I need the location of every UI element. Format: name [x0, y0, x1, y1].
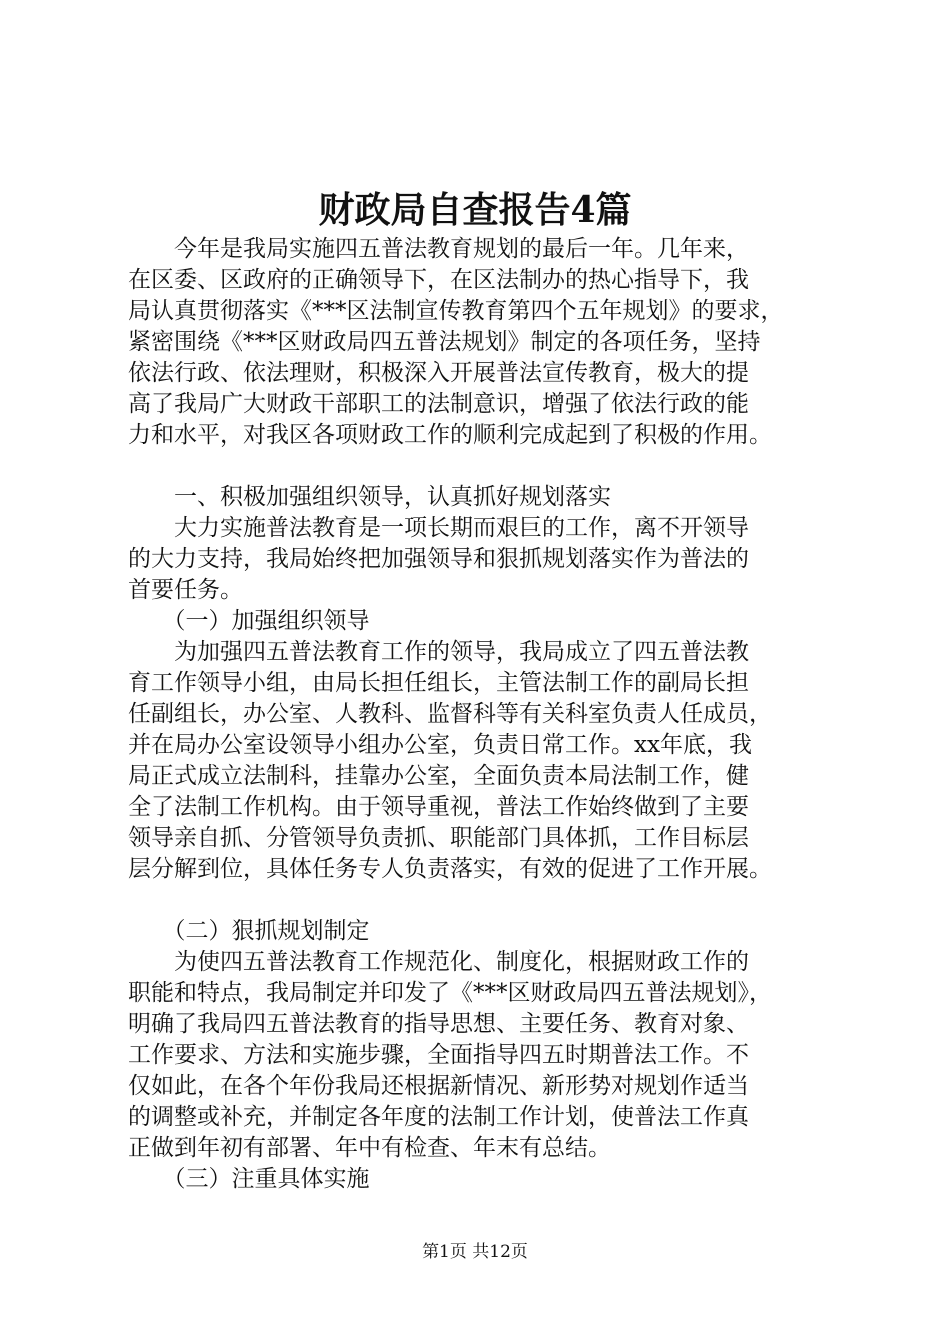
text-line: 今年是我局实施四五普法教育规划的最后一年。几年来， [128, 236, 749, 262]
page-footer: 第1页 共12页 [422, 1242, 528, 1262]
text-line: 全了法制工作机构。由于领导重视，普法工作始终做到了主要 [128, 794, 749, 820]
text-line: 的大力支持，我局始终把加强领导和狠抓规划落实作为普法的 [128, 546, 749, 572]
text-line: 的调整或补充，并制定各年度的法制工作计划，使普法工作真 [128, 1104, 749, 1130]
text-line: 明确了我局四五普法教育的指导思想、主要任务、教育对象、 [128, 1011, 749, 1037]
text-line: 育工作领导小组，由局长担任组长，主管法制工作的副局长担 [128, 670, 749, 696]
text-line: 并在局办公室设领导小组办公室，负责日常工作。xx年底，我 [128, 732, 752, 758]
text-line: 层分解到位，具体任务专人负责落实，有效的促进了工作开展。 [128, 856, 772, 882]
text-line: 在区委、区政府的正确领导下，在区法制办的热心指导下，我 [128, 267, 749, 293]
text-line: 力和水平，对我区各项财政工作的顺利完成起到了积极的作用。 [128, 422, 772, 448]
document-body [128, 234, 846, 1195]
text-line: 任副组长，办公室、人教科、监督科等有关科室负责人任成员， [128, 701, 772, 727]
text-line: 依法行政、依法理财，积极深入开展普法宣传教育，极大的提 [128, 360, 749, 386]
text-line: 高了我局广大财政干部职工的法制意识，增强了依法行政的能 [128, 391, 749, 417]
text-line: （三）注重具体实施 [128, 1166, 370, 1192]
paragraph-gap [128, 451, 846, 482]
text-line: 为加强四五普法教育工作的领导，我局成立了四五普法教 [128, 639, 749, 665]
text-line: 为使四五普法教育工作规范化、制度化，根据财政工作的 [128, 949, 749, 975]
paragraph-gap [128, 885, 846, 916]
text-line: 首要任务。 [128, 577, 243, 603]
text-line: 工作要求、方法和实施步骤，全面指导四五时期普法工作。不 [128, 1042, 749, 1068]
text-line: 紧密围绕《***区财政局四五普法规划》制定的各项任务，坚持 [128, 329, 761, 355]
text-line: （二）狠抓规划制定 [128, 918, 370, 944]
text-line: 仅如此，在各个年份我局还根据新情况、新形势对规划作适当 [128, 1073, 749, 1099]
text-line: 正做到年初有部署、年中有检查、年末有总结。 [128, 1135, 611, 1161]
text-line: 局正式成立法制科，挂靠办公室，全面负责本局法制工作，健 [128, 763, 749, 789]
text-line: 职能和特点，我局制定并印发了《***区财政局四五普法规划》， [128, 980, 772, 1006]
text-line: 领导亲自抓、分管领导负责抓、职能部门具体抓，工作目标层 [128, 825, 749, 851]
text-line: 局认真贯彻落实《***区法制宣传教育第四个五年规划》的要求， [128, 298, 784, 324]
text-line: （一）加强组织领导 [128, 608, 370, 634]
document-title: 财政局自查报告4篇 [318, 189, 632, 231]
text-line: 大力实施普法教育是一项长期而艰巨的工作，离不开领导 [128, 515, 749, 541]
text-line: 一、积极加强组织领导，认真抓好规划落实 [128, 484, 611, 510]
